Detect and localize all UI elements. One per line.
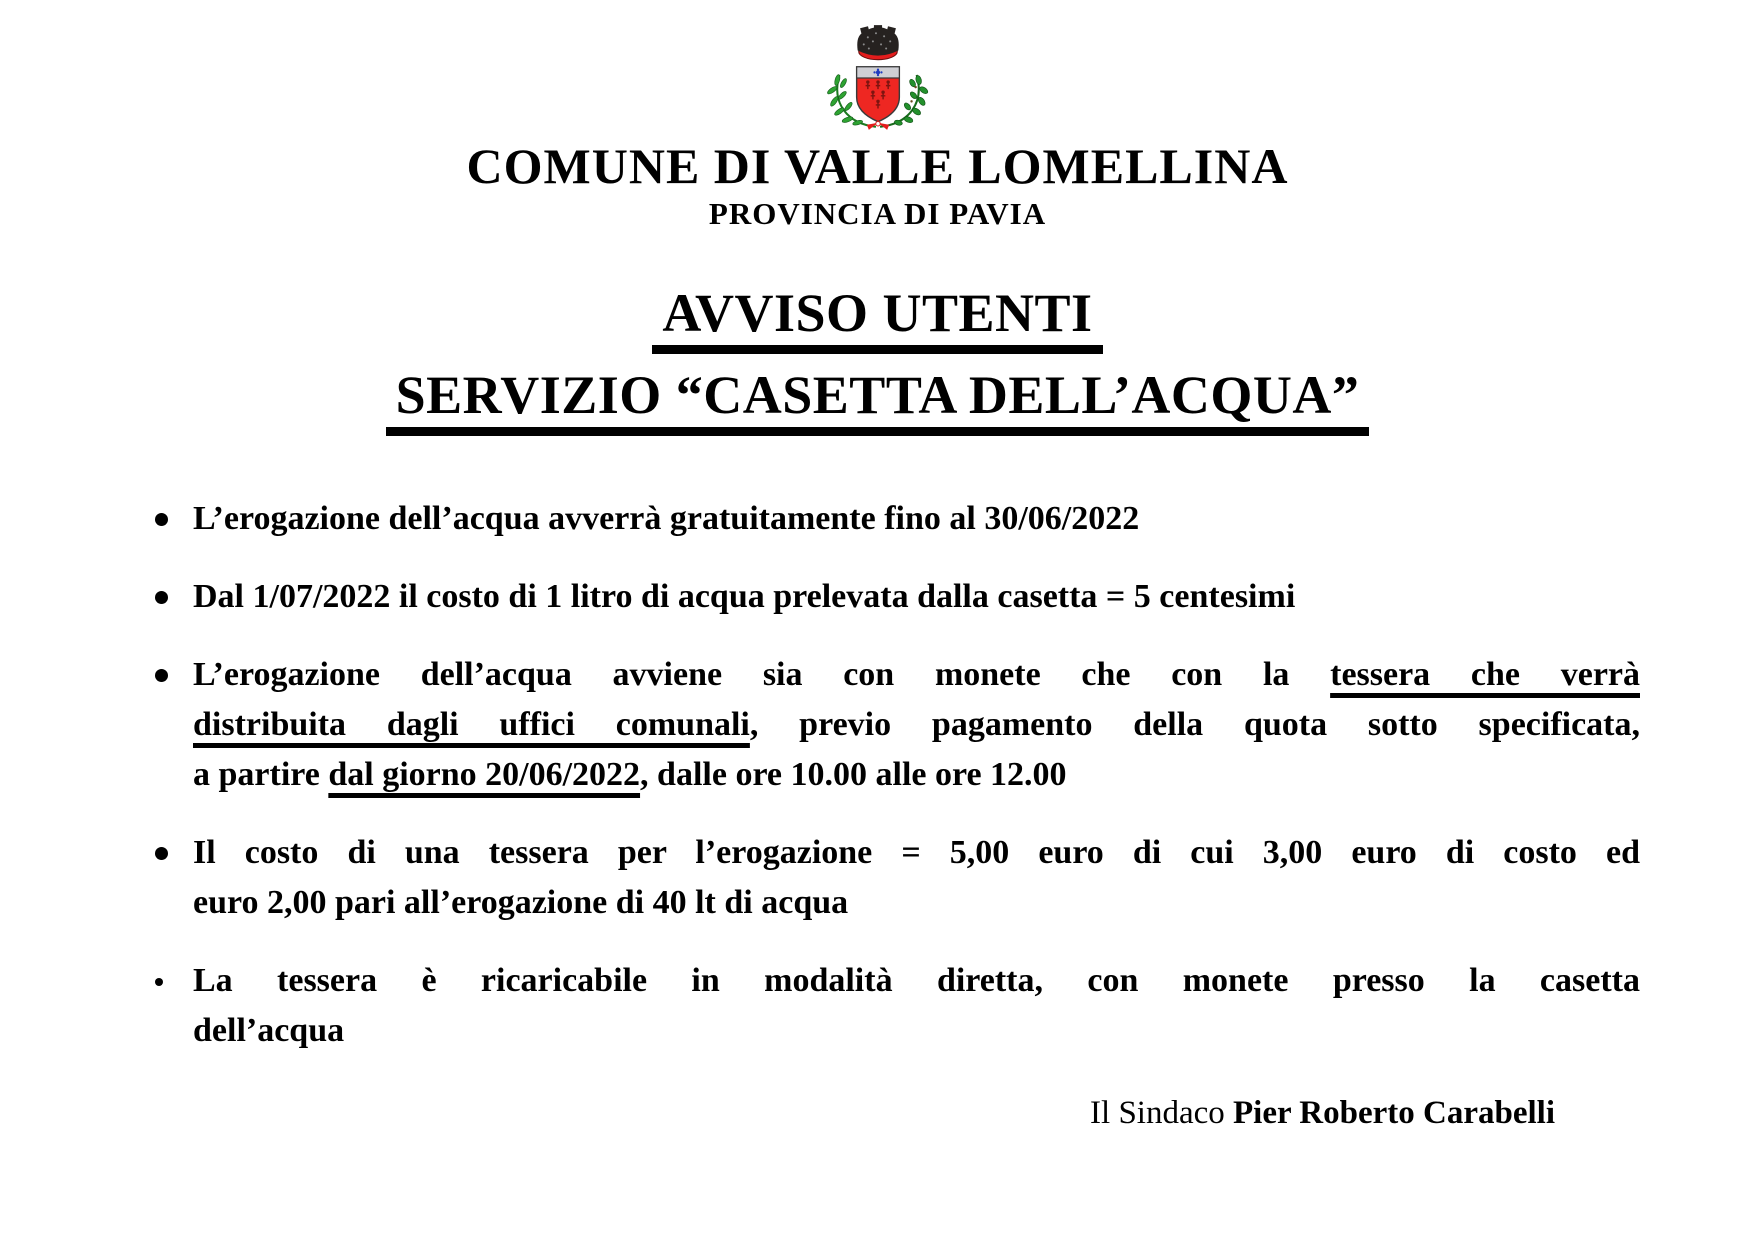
list-item xyxy=(155,956,1640,1056)
underlined-text-segment: distribuita dagli uffici comunali xyxy=(193,705,750,743)
bullet-marker-column xyxy=(155,650,193,800)
text-segment: Il costo di una tessera per l’erogazione = 5,00 euro di cui 3,00 euro di costo ed xyxy=(193,833,1640,871)
notice-title-line1: AVVISO UTENTI xyxy=(652,285,1102,354)
municipality-name: COMUNE DI VALLE LOMELLINA xyxy=(466,138,1289,194)
ribbon-icon xyxy=(866,121,888,129)
underlined-text-segment: tessera che verrà xyxy=(1330,655,1640,693)
list-item-text xyxy=(193,494,1640,544)
text-segment: L’erogazione dell’acqua avverrà gratuitamente fino al 30/06/2022 xyxy=(193,499,1140,537)
list-item xyxy=(155,650,1640,800)
underlined-text-segment: dal giorno 20/06/2022 xyxy=(328,755,641,793)
municipal-coat-of-arms-icon xyxy=(817,24,939,134)
signature-line xyxy=(155,1092,1640,1135)
list-item-text xyxy=(193,828,1640,928)
bullet-marker-column xyxy=(155,494,193,544)
list-item-text xyxy=(193,650,1640,800)
text-segment: dell’acqua xyxy=(193,1011,345,1049)
list-item xyxy=(155,828,1640,928)
text-segment: La tessera è ricaricabile in modalità diretta, con monete presso la casetta xyxy=(193,961,1640,999)
text-segment: , dalle ore 10.00 alle ore 12.00 xyxy=(640,755,1067,793)
bullet-icon xyxy=(155,591,168,604)
notice-title-line2: SERVIZIO “CASETTA DELL’ACQUA” xyxy=(386,367,1370,436)
list-item xyxy=(155,494,1640,544)
notice-body xyxy=(0,494,1755,1135)
mural-crown-icon xyxy=(857,25,898,60)
list-item-text xyxy=(193,956,1640,1056)
notice-title xyxy=(0,285,1755,435)
shield-icon xyxy=(856,67,899,122)
list-item-text xyxy=(193,572,1640,622)
bullet-icon xyxy=(155,513,168,526)
signature-name: Pier Roberto Carabelli xyxy=(1233,1094,1555,1131)
bullet-icon xyxy=(155,847,168,860)
text-segment: a partire xyxy=(193,755,329,793)
bullet-icon xyxy=(155,978,163,986)
text-segment: euro 2,00 pari all’erogazione di 40 lt di acqua xyxy=(193,883,849,921)
text-segment: Dal 1/07/2022 il costo di 1 litro di acqua prelevata dalla casetta = 5 centesimi xyxy=(193,577,1296,615)
notice-list xyxy=(155,494,1640,1056)
bullet-marker-column xyxy=(155,572,193,622)
bullet-marker-column xyxy=(155,956,193,1056)
bullet-marker-column xyxy=(155,828,193,928)
document-header xyxy=(0,24,1755,231)
bullet-icon xyxy=(155,669,168,682)
text-segment: L’erogazione dell’acqua avviene sia con monete che con la xyxy=(193,655,1331,693)
list-item xyxy=(155,572,1640,622)
text-segment: , previo pagamento della quota sotto specificata, xyxy=(749,705,1640,743)
signature-role: Il Sindaco xyxy=(1090,1094,1234,1131)
province-name: PROVINCIA DI PAVIA xyxy=(708,195,1047,231)
